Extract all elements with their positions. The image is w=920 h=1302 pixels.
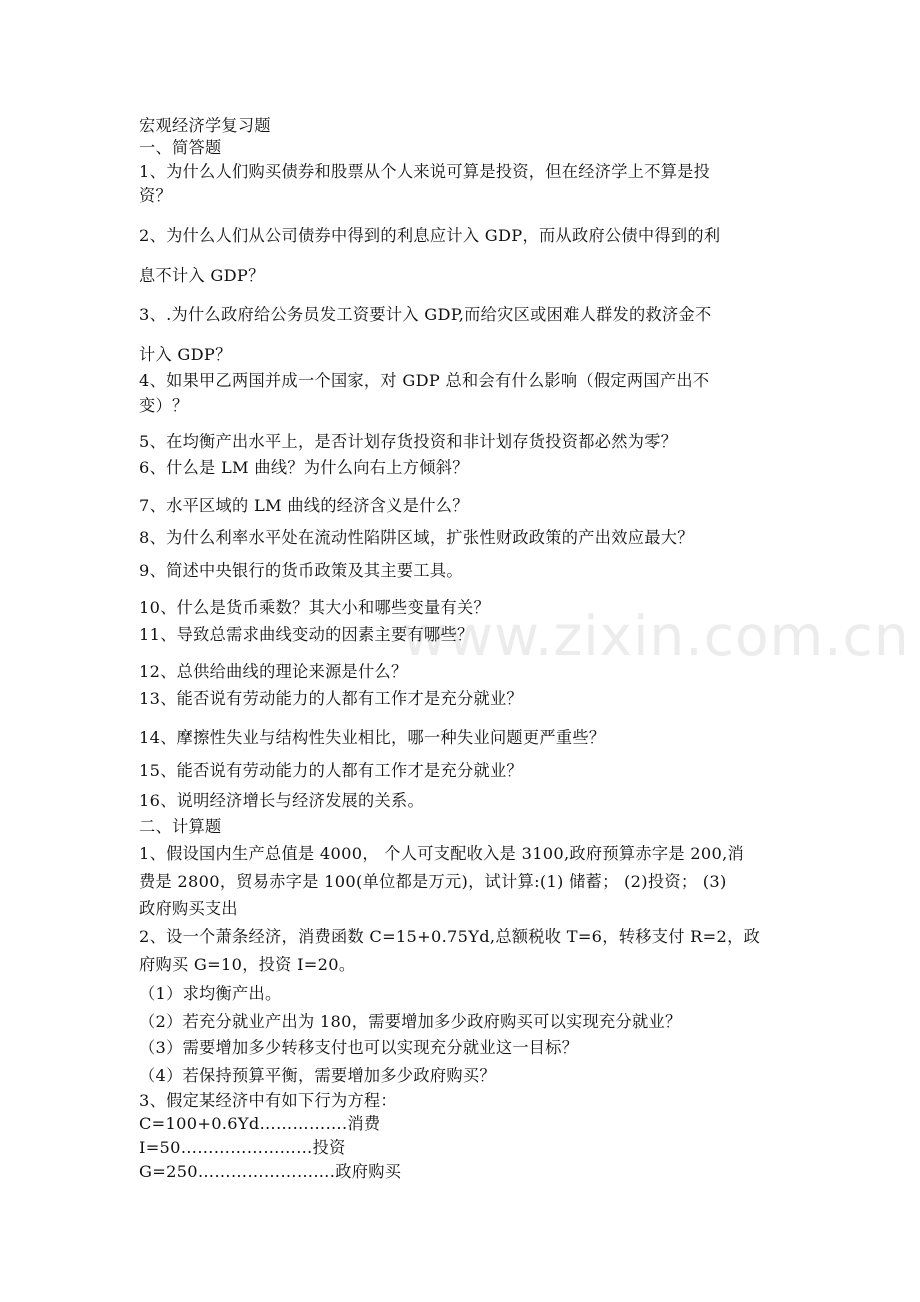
question-1-line-2: 资？ <box>139 186 172 205</box>
question-10: 10、什么是货币乘数？其大小和哪些变量有关？ <box>139 598 490 617</box>
question-6: 6、什么是 LM 曲线？为什么向右上方倾斜？ <box>139 458 469 477</box>
question-4-line-2: 变）？ <box>139 396 189 415</box>
question-3-line-1: 3、.为什么政府给公务员发工资要计入 GDP,而给灾区或困难人群发的救济金不 <box>139 305 712 324</box>
calc-3-equation-investment: I=50……………………投资 <box>139 1138 346 1157</box>
calc-2-part-2: （2）若充分就业产出为 180，需要增加多少政府购买可以实现充分就业？ <box>139 1012 682 1031</box>
calc-3-equation-government: G=250…………………….政府购买 <box>139 1162 402 1181</box>
calc-2-part-1: （1）求均衡产出。 <box>139 984 282 1003</box>
question-8: 8、为什么利率水平处在流动性陷阱区域，扩张性财政政策的产出效应最大？ <box>139 528 694 547</box>
question-14: 14、摩擦性失业与结构性失业相比，哪一种失业问题更严重些？ <box>139 728 606 747</box>
calc-1-line-3: 政府购买支出 <box>139 899 238 918</box>
question-16: 16、说明经济增长与经济发展的关系。 <box>139 791 424 810</box>
calc-1-line-1: 1、假设国内生产总值是 4000， 个人可支配收入是 3100,政府预算赤字是 200,消 <box>139 844 745 863</box>
question-3-line-2: 计入 GDP？ <box>139 345 232 364</box>
question-5: 5、在均衡产出水平上，是否计划存货投资和非计划存货投资都必然为零？ <box>139 432 678 451</box>
question-7: 7、水平区域的 LM 曲线的经济含义是什么？ <box>139 496 469 515</box>
question-13: 13、能否说有劳动能力的人都有工作才是充分就业？ <box>139 689 523 708</box>
calc-2-line-1: 2、设一个萧条经济，消费函数 C=15+0.75Yd,总额税收 T=6，转移支付 R=2，政 <box>139 927 761 946</box>
question-2-line-2: 息不计入 GDP？ <box>139 266 265 285</box>
question-12: 12、总供给曲线的理论来源是什么？ <box>139 662 408 681</box>
calc-3-equation-consumption: C=100+0.6Yd…………….消费 <box>139 1114 381 1133</box>
document-title: 宏观经济学复习题 <box>139 116 271 135</box>
section-heading-calculation: 二、计算题 <box>139 817 222 836</box>
question-9: 9、简述中央银行的货币政策及其主要工具。 <box>139 561 463 580</box>
question-1-line-1: 1、为什么人们购买债券和股票从个人来说可算是投资，但在经济学上不算是投 <box>139 162 711 181</box>
calc-3-line-1: 3、假定某经济中有如下行为方程： <box>139 1091 397 1110</box>
question-11: 11、导致总需求曲线变动的因素主要有哪些？ <box>139 625 474 644</box>
calc-2-line-2: 府购买 G=10，投资 I=20。 <box>139 955 356 974</box>
calc-2-part-3: （3）需要增加多少转移支付也可以实现充分就业这一目标？ <box>139 1038 579 1057</box>
question-15: 15、能否说有劳动能力的人都有工作才是充分就业？ <box>139 761 523 780</box>
question-4-line-1: 4、如果甲乙两国并成一个国家，对 GDP 总和会有什么影响（假定两国产出不 <box>139 371 710 390</box>
question-2-line-1: 2、为什么人们从公司债券中得到的利息应计入 GDP，而从政府公债中得到的利 <box>139 226 721 245</box>
watermark: www.zixin.com.cn <box>402 604 910 668</box>
section-heading-short-answer: 一、简答题 <box>139 138 222 157</box>
calc-2-part-4: （4）若保持预算平衡，需要增加多少政府购买？ <box>139 1066 496 1085</box>
calc-1-line-2: 费是 2800，贸易赤字是 100(单位都是万元)，试计算:(1) 储蓄； (2)投资； (3) <box>139 872 727 891</box>
